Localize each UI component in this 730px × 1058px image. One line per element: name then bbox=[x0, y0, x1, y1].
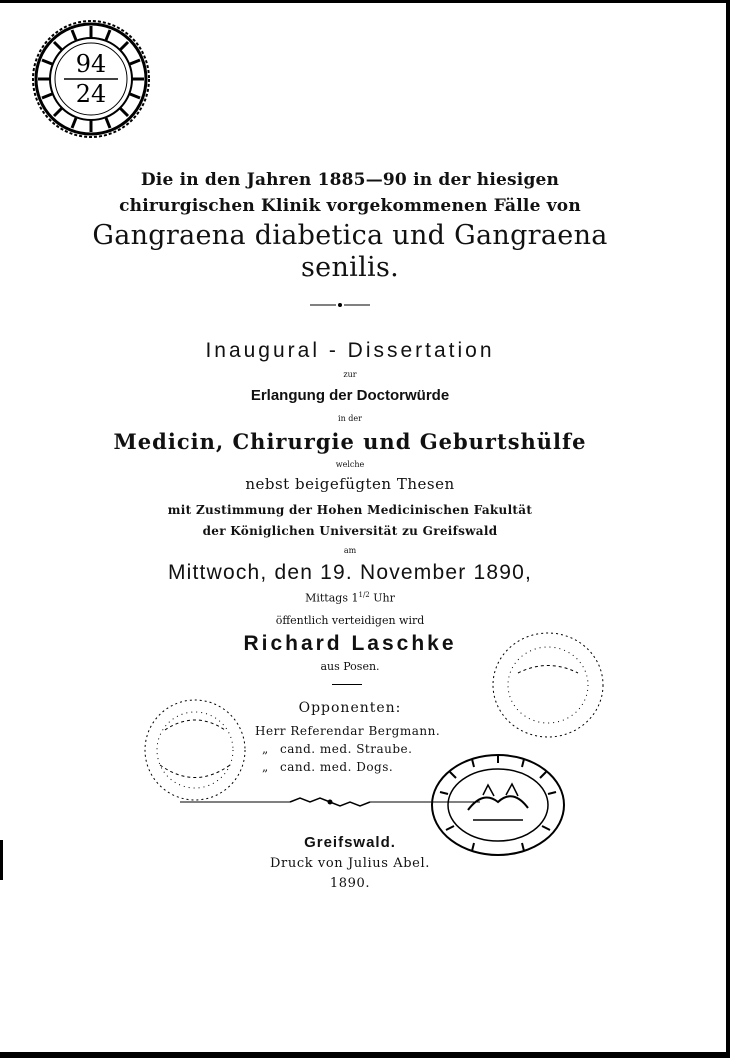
defense-time-prefix: Mittags 1 bbox=[305, 591, 359, 605]
title-line-4: senilis. bbox=[301, 252, 399, 283]
opponents-heading: Opponenten: bbox=[298, 700, 402, 716]
theses-line: nebst beigefügten Thesen bbox=[245, 475, 455, 493]
opponent-2: cand. med. Straube. bbox=[280, 742, 413, 756]
title-line-3: Gangraena diabetica und Gangraena bbox=[92, 220, 608, 251]
faint-right-stamp bbox=[488, 628, 608, 743]
scan-edge-top bbox=[0, 0, 730, 3]
faint-left-stamp bbox=[140, 695, 250, 805]
opponent-3: cand. med. Dogs. bbox=[280, 760, 394, 774]
accademia-stamp bbox=[428, 750, 568, 860]
opponent-3-row bbox=[262, 760, 393, 774]
author-name: Richard Laschke bbox=[243, 632, 457, 655]
defense-time bbox=[0, 591, 700, 605]
defense-time-fraction: 1/2 bbox=[358, 591, 370, 599]
title-line-2: chirurgischen Klinik vorgekommenen Fälle von bbox=[119, 196, 581, 216]
approval-line-1: mit Zustimmung der Hohen Medicinischen Fakultät bbox=[167, 503, 533, 517]
defense-date: Mittwoch, den 19. November 1890, bbox=[167, 561, 533, 584]
zur-label: zur bbox=[343, 370, 357, 379]
library-stamp bbox=[30, 18, 152, 140]
fields-line: Medicin, Chirurgie und Geburtshülfe bbox=[113, 429, 587, 454]
scan-edge-bottom bbox=[0, 1052, 730, 1058]
author-origin: aus Posen. bbox=[320, 660, 380, 673]
purpose-line: Erlangung der Doctorwürde bbox=[250, 387, 450, 404]
ditto-mark-2: „ bbox=[262, 760, 269, 774]
opponent-2-row bbox=[262, 742, 412, 756]
author-divider bbox=[332, 684, 362, 685]
in-der-label: in der bbox=[338, 414, 362, 423]
defend-line: öffentlich verteidigen wird bbox=[275, 614, 425, 627]
ditto-mark-1: „ bbox=[262, 742, 269, 756]
approval-line-2: der Königlichen Universität zu Greifswald bbox=[202, 524, 498, 538]
imprint-year: 1890. bbox=[329, 876, 371, 891]
welche-label: welche bbox=[335, 460, 365, 469]
opponent-1: Herr Referendar Bergmann. bbox=[255, 724, 441, 738]
dissertation-heading: Inaugural - Dissertation bbox=[205, 339, 495, 362]
imprint-city: Greifswald. bbox=[304, 834, 396, 851]
stamp-number-top: 94 bbox=[75, 50, 107, 78]
am-label: am bbox=[343, 546, 357, 555]
scan-edge-right bbox=[726, 0, 730, 1058]
stamp-number-bottom: 24 bbox=[75, 80, 107, 108]
title-line-1: Die in den Jahren 1885—90 in der hiesigen bbox=[140, 170, 560, 190]
imprint-printer: Druck von Julius Abel. bbox=[270, 856, 430, 871]
defense-time-suffix: Uhr bbox=[369, 591, 395, 605]
title-divider bbox=[310, 300, 370, 310]
